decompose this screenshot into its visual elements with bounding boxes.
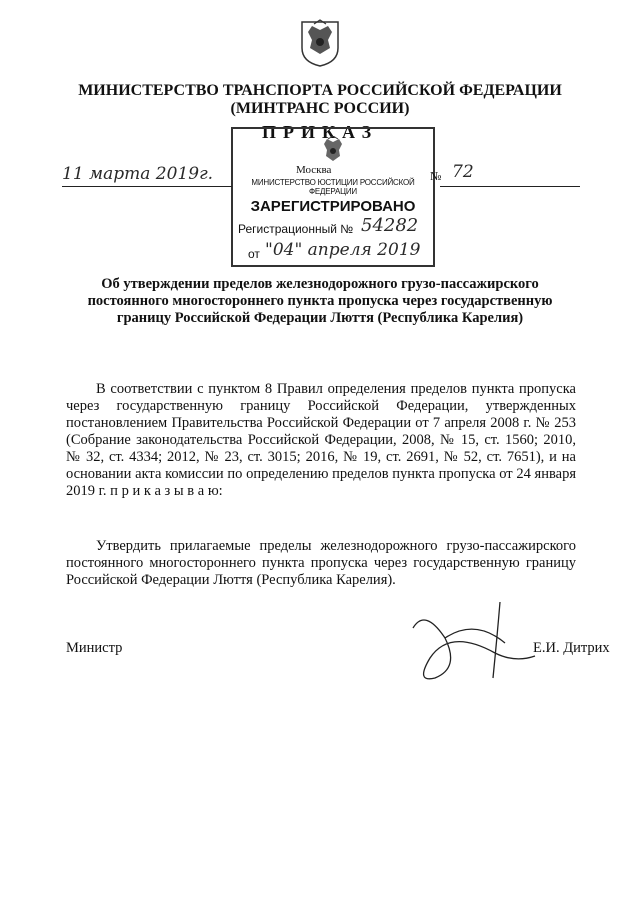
- order-date: 11 марта 2019г.: [62, 164, 214, 184]
- order-number-prefix: №: [430, 169, 442, 183]
- signatory-position: Министр: [66, 640, 123, 656]
- order-city: Москва: [296, 164, 332, 176]
- coat-of-arms-emblem-icon: [298, 18, 342, 68]
- stamp-reg-number: 54282: [361, 215, 419, 236]
- stamp-registered-text: ЗАРЕГИСТРИРОВАНО: [250, 198, 416, 215]
- stamp-from-label: от: [248, 247, 260, 261]
- stamp-ministry-text: МИНИСТЕРСТВО ЮСТИЦИИ РОССИЙСКОЙ ФЕДЕРАЦИИ: [251, 178, 415, 196]
- order-number: 72: [452, 162, 474, 182]
- signatory-name: Е.И. Дитрих: [533, 640, 610, 656]
- stamp-reg-date: "04" апреля 2019: [265, 240, 421, 260]
- ministry-name: МИНИСТЕРСТВО ТРАНСПОРТА РОССИЙСКОЙ ФЕДЕРАЦИИ: [78, 82, 562, 99]
- ministry-abbreviation: (МИНТРАНС РОССИИ): [230, 100, 410, 117]
- number-underline: [440, 186, 580, 187]
- body-paragraph-1: В соответствии с пунктом 8 Правил определения пределов пункта пропуска через государственную границу Российской Федерации, утвержденных постановлением Правительства Российской Федерации от 7 апреля 2008 г. № 253 (Собрание законодательства Российской Федерации, 2008, № 15, ст. 1560; 2010, № 32, ст. 4334; 2012, № 23, ст. 3015; 2016, № 19, ст. 2691, № 52, ст. 7651), и на основании акта комиссии по определению пределов пункта пропуска от 24 января 2019 г. п р и к а з ы в а ю:: [66, 381, 576, 499]
- order-heading: ПРИКАЗ: [262, 122, 379, 142]
- body-paragraph-2: Утвердить прилагаемые пределы железнодорожного грузо-пассажирского постоянного многостороннего пункта пропуска через государственную границу Российской Федерации Люття (Республика Карелия).: [66, 538, 576, 588]
- stamp-reg-number-label: Регистрационный №: [238, 222, 354, 236]
- ministry-header: [0, 82, 640, 118]
- date-underline: [62, 186, 232, 187]
- document-title: Об утверждении пределов железнодорожного грузо-пассажирского постоянного многостороннего пункта пропуска через государственную границу Российской Федерации Люття (Республика Карелия): [87, 276, 553, 326]
